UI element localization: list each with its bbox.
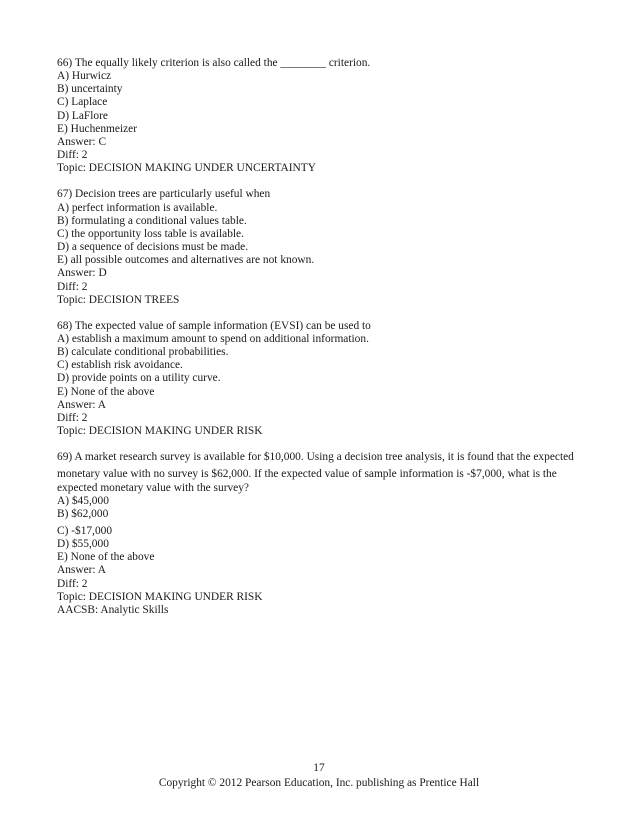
option-a: A) Hurwicz xyxy=(57,70,112,83)
answer: Answer: A xyxy=(57,398,107,411)
option-e: E) all possible outcomes and alternatives are not known. xyxy=(57,254,315,267)
option-c: C) -$17,000 xyxy=(57,525,113,537)
question-list xyxy=(57,57,597,630)
option-e: E) None of the above xyxy=(57,385,155,398)
option-d: D) LaFlore xyxy=(57,109,108,122)
topic: Topic: DECISION MAKING UNDER RISK xyxy=(57,425,263,438)
question-68 xyxy=(57,320,597,438)
option-d: D) $55,000 xyxy=(57,538,109,551)
question-stem: 66) The equally likely criterion is also called the ________ criterion. xyxy=(57,57,371,69)
question-66 xyxy=(57,57,597,175)
topic: Topic: DECISION TREES xyxy=(57,293,180,306)
page-number: 17 xyxy=(313,762,325,774)
option-d: D) a sequence of decisions must be made. xyxy=(57,241,249,254)
question-stem-line-1: 69) A market research survey is available for $10,000. Using a decision tree analysis, it is found that the expected xyxy=(57,451,574,464)
option-c: C) establish risk avoidance. xyxy=(57,359,183,372)
copyright-notice: Copyright © 2012 Pearson Education, Inc. publishing as Prentice Hall xyxy=(158,777,480,789)
answer: Answer: A xyxy=(57,564,107,577)
question-67 xyxy=(57,188,597,306)
option-e: E) None of the above xyxy=(57,551,155,564)
option-b: B) formulating a conditional values table. xyxy=(57,214,247,227)
difficulty: Diff: 2 xyxy=(57,280,88,293)
option-c: C) Laplace xyxy=(57,96,108,109)
difficulty: Diff: 2 xyxy=(57,577,88,590)
aacsb: AACSB: Analytic Skills xyxy=(57,603,169,616)
option-c: C) the opportunity loss table is available. xyxy=(57,227,244,240)
answer: Answer: C xyxy=(57,135,107,148)
option-b: B) $62,000 xyxy=(57,507,109,520)
option-d: D) provide points on a utility curve. xyxy=(57,372,221,385)
option-b: B) calculate conditional probabilities. xyxy=(57,346,229,359)
difficulty: Diff: 2 xyxy=(57,149,88,162)
question-stem-line-3: expected monetary value with the survey? xyxy=(57,481,249,494)
difficulty: Diff: 2 xyxy=(57,411,88,424)
option-a: A) $45,000 xyxy=(57,494,109,507)
answer: Answer: D xyxy=(57,267,107,280)
topic: Topic: DECISION MAKING UNDER RISK xyxy=(57,590,263,603)
option-a: A) establish a maximum amount to spend on additional information. xyxy=(57,332,369,345)
option-b: B) uncertainty xyxy=(57,83,123,96)
question-69 xyxy=(57,451,597,617)
question-stem: 68) The expected value of sample information (EVSI) can be used to xyxy=(57,319,371,332)
question-stem: 67) Decision trees are particularly useful when xyxy=(57,188,271,201)
question-stem-line-2: monetary value with no survey is $62,000. If the expected value of sample information is -$7,000, what is the xyxy=(57,468,557,481)
option-a: A) perfect information is available. xyxy=(57,201,218,214)
topic: Topic: DECISION MAKING UNDER UNCERTAINTY xyxy=(57,162,316,175)
option-e: E) Huchenmeizer xyxy=(57,122,138,135)
